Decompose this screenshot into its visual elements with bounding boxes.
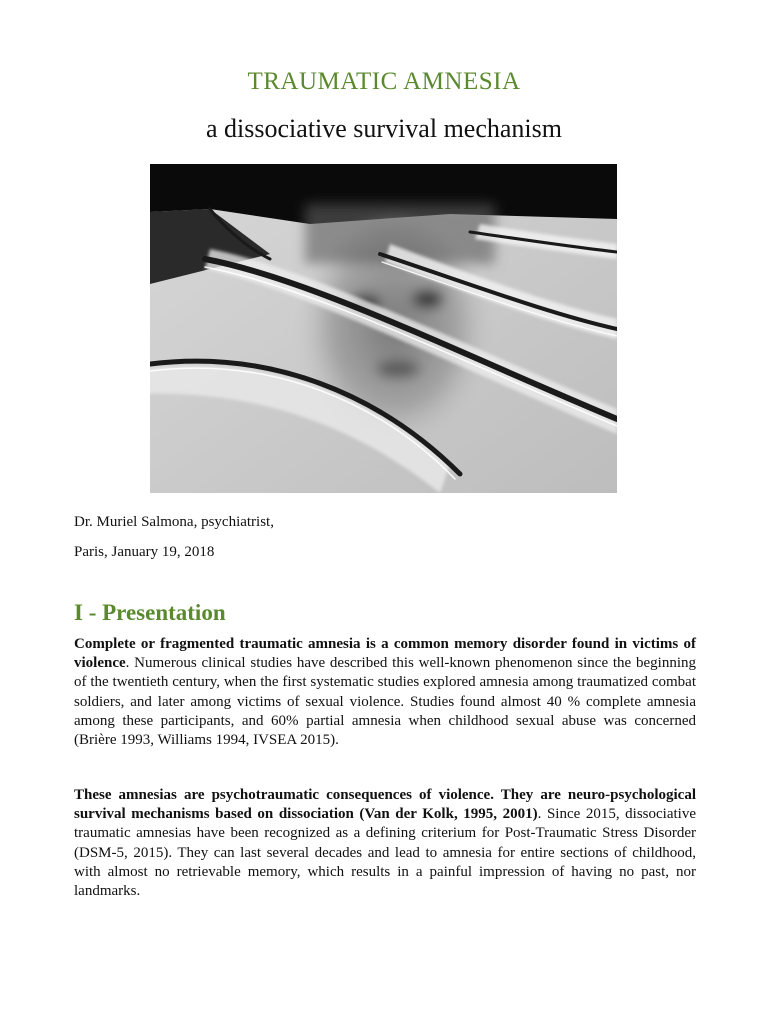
paragraph-text: . Numerous clinical studies have described this well-known phenomenon since the beginning of the twentieth century, when the first systematic studies explored amnesia among traumatized combat soldiers, and later among victims of sexual violence. Studies found almost 40 % complete amnesia among these participants, and 60% partial amnesia when childhood sexual abuse was concerned (Brière 1993, Williams 1994, IVSEA 2015). — [74, 655, 696, 749]
section-heading: I - Presentation — [74, 600, 226, 625]
cover-photo-broken-mirror — [150, 164, 617, 493]
paragraph-bold-lead: Complete or fragmented traumatic amnesia is a common memory disorder found in victims of violence — [74, 636, 696, 672]
author-line: Dr. Muriel Salmona, psychiatrist, — [74, 514, 274, 530]
body-paragraph — [74, 786, 696, 901]
body-paragraph — [74, 635, 696, 750]
document-subtitle: a dissociative survival mechanism — [206, 114, 562, 143]
date-line: Paris, January 19, 2018 — [74, 544, 215, 560]
paragraph-text: . Since 2015, dissociative traumatic amnesias have been recognized as a defining criterium for Post-Traumatic Stress Disorder (DSM-5, 2015). They can last several decades and lead to amnesia for entire sections of childhood, with almost no retrievable memory, which results in a painful impression of having no past, nor landmarks. — [74, 806, 696, 900]
document-title: TRAUMATIC AMNESIA — [247, 68, 521, 95]
paragraph-bold-lead: These amnesias are psychotraumatic consequences of violence. They are neuro-psychological survival mechanisms based on dissociation (Van der Kolk, 1995, 2001) — [74, 787, 696, 823]
